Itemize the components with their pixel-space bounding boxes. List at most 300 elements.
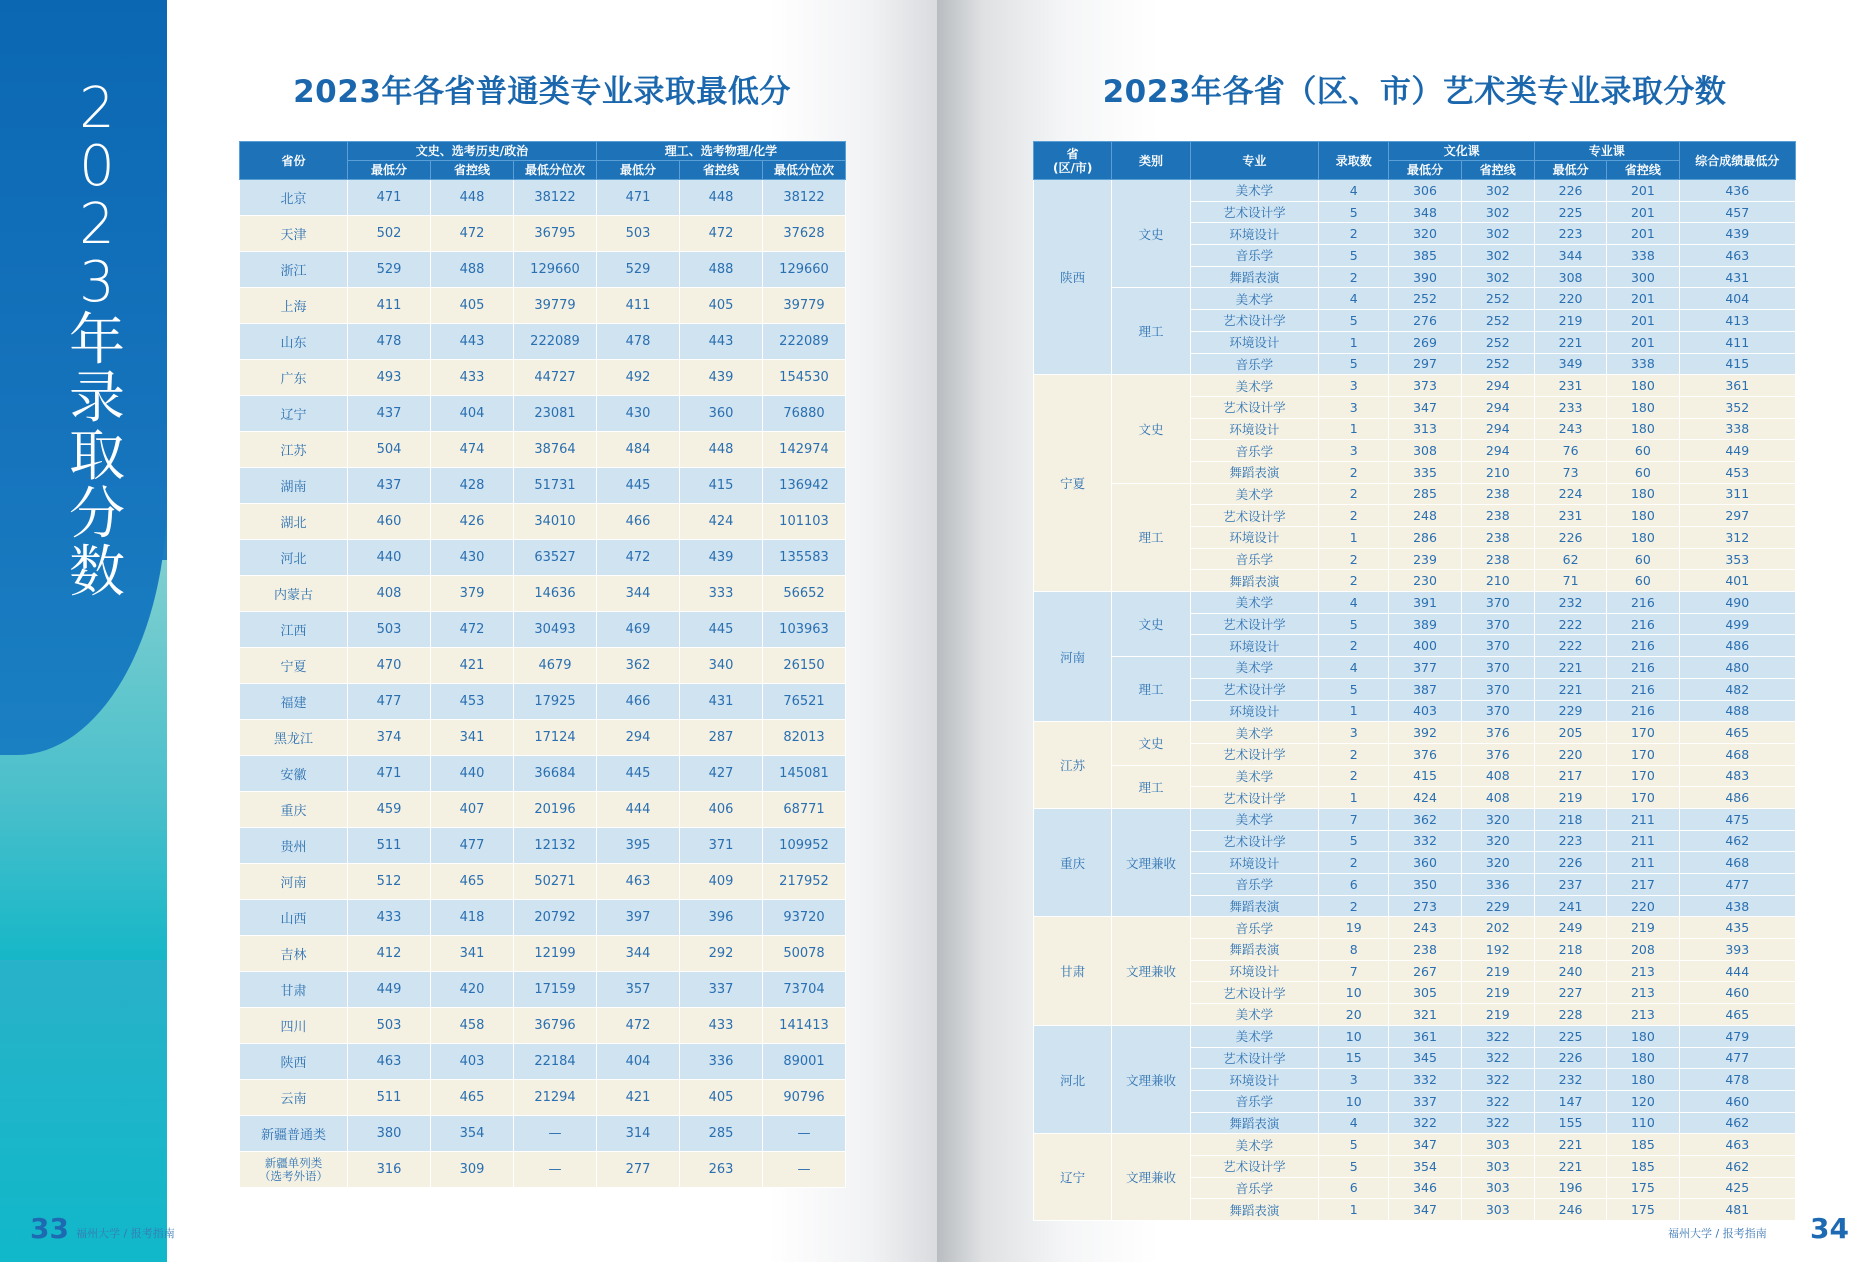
- score-cell: 12132: [514, 828, 597, 864]
- score-cell: 136942: [763, 468, 846, 504]
- composite-score-cell: 479: [1679, 1025, 1795, 1047]
- score-cell: 395: [597, 828, 680, 864]
- score-cell: 321: [1389, 1004, 1461, 1026]
- score-cell: 21294: [514, 1080, 597, 1116]
- province-cell: 山东: [240, 324, 348, 360]
- score-cell: 252: [1461, 353, 1534, 375]
- score-cell: 424: [1389, 787, 1461, 809]
- score-cell: 345: [1389, 1047, 1461, 1069]
- score-cell: 322: [1461, 1025, 1534, 1047]
- table-row: [1034, 180, 1796, 202]
- score-cell: 322: [1461, 1112, 1534, 1134]
- major-cell: 舞蹈表演: [1190, 570, 1319, 592]
- score-cell: 36796: [514, 1008, 597, 1044]
- score-cell: 110: [1607, 1112, 1679, 1134]
- composite-score-cell: 393: [1679, 939, 1795, 961]
- score-cell: 170: [1607, 765, 1679, 787]
- major-cell: 艺术设计学: [1190, 982, 1319, 1004]
- score-cell: 430: [597, 396, 680, 432]
- major-cell: 音乐学: [1190, 245, 1319, 267]
- score-cell: 335: [1389, 461, 1461, 483]
- score-cell: 180: [1607, 1047, 1679, 1069]
- score-cell: 30493: [514, 612, 597, 648]
- score-cell: 269: [1389, 331, 1461, 353]
- score-cell: 430: [431, 540, 514, 576]
- score-cell: 285: [1389, 483, 1461, 505]
- page-number-left: 33: [30, 1212, 69, 1245]
- composite-score-cell: 436: [1679, 180, 1795, 202]
- art-admission-table: [1033, 141, 1796, 1221]
- score-cell: 336: [1461, 874, 1534, 896]
- score-cell: 338: [1607, 245, 1679, 267]
- score-cell: 294: [1461, 396, 1534, 418]
- score-cell: 426: [431, 504, 514, 540]
- score-cell: 297: [1389, 353, 1461, 375]
- score-cell: 216: [1607, 678, 1679, 700]
- score-cell: 428: [431, 468, 514, 504]
- score-cell: 391: [1389, 592, 1461, 614]
- composite-score-cell: 468: [1679, 743, 1795, 765]
- province-cell: 重庆: [240, 792, 348, 828]
- score-cell: 17159: [514, 972, 597, 1008]
- score-cell: 202: [1461, 917, 1534, 939]
- score-cell: 219: [1461, 960, 1534, 982]
- major-cell: 艺术设计学: [1190, 201, 1319, 223]
- score-cell: 226: [1534, 527, 1606, 549]
- score-cell: 73704: [763, 972, 846, 1008]
- score-cell: 287: [680, 720, 763, 756]
- major-cell: 音乐学: [1190, 440, 1319, 462]
- score-cell: 433: [348, 900, 431, 936]
- province-cell: 湖北: [240, 504, 348, 540]
- score-cell: 371: [680, 828, 763, 864]
- table-row: [240, 1044, 846, 1080]
- score-cell: 277: [597, 1152, 680, 1188]
- header-province-line2: (区/市): [1052, 160, 1093, 175]
- score-cell: 210: [1461, 461, 1534, 483]
- table-row: [1034, 657, 1796, 679]
- composite-score-cell: 480: [1679, 657, 1795, 679]
- admitted-count-cell: 2: [1319, 548, 1389, 570]
- score-cell: 406: [680, 792, 763, 828]
- category-cell: 文史: [1112, 722, 1190, 765]
- score-cell: 37628: [763, 216, 846, 252]
- composite-score-cell: 460: [1679, 1090, 1795, 1112]
- table-row: [240, 648, 846, 684]
- score-cell: 332: [1389, 830, 1461, 852]
- score-cell: 217: [1534, 765, 1606, 787]
- score-cell: 51731: [514, 468, 597, 504]
- score-cell: 38122: [763, 180, 846, 216]
- score-cell: 220: [1534, 288, 1606, 310]
- score-cell: 39779: [514, 288, 597, 324]
- composite-score-cell: 425: [1679, 1177, 1795, 1199]
- province-cell: 福建: [240, 684, 348, 720]
- score-cell: 20196: [514, 792, 597, 828]
- major-cell: 美术学: [1190, 180, 1319, 202]
- score-cell: 60: [1607, 461, 1679, 483]
- score-cell: 238: [1461, 505, 1534, 527]
- score-cell: —: [514, 1152, 597, 1188]
- score-cell: 89001: [763, 1044, 846, 1080]
- score-cell: 409: [680, 864, 763, 900]
- score-cell: 221: [1534, 1155, 1606, 1177]
- composite-score-cell: 481: [1679, 1199, 1795, 1221]
- composite-score-cell: 462: [1679, 830, 1795, 852]
- vtitle-char: 分: [69, 482, 125, 547]
- score-cell: 320: [1461, 808, 1534, 830]
- major-cell: 艺术设计学: [1190, 678, 1319, 700]
- table-row: [240, 288, 846, 324]
- score-cell: —: [763, 1152, 846, 1188]
- score-cell: 471: [348, 180, 431, 216]
- major-cell: 美术学: [1190, 657, 1319, 679]
- major-cell: 艺术设计学: [1190, 1047, 1319, 1069]
- score-cell: 226: [1534, 1047, 1606, 1069]
- composite-score-cell: 486: [1679, 787, 1795, 809]
- score-cell: 511: [348, 828, 431, 864]
- score-cell: 392: [1389, 722, 1461, 744]
- major-cell: 音乐学: [1190, 1090, 1319, 1112]
- score-cell: 357: [597, 972, 680, 1008]
- table-row: [240, 180, 846, 216]
- province-cell: 宁夏: [1034, 375, 1112, 592]
- score-cell: 192: [1461, 939, 1534, 961]
- major-cell: 舞蹈表演: [1190, 939, 1319, 961]
- admitted-count-cell: 3: [1319, 1069, 1389, 1091]
- table-row: [240, 720, 846, 756]
- score-cell: 322: [1461, 1069, 1534, 1091]
- score-cell: 376: [1461, 722, 1534, 744]
- score-cell: 229: [1534, 700, 1606, 722]
- composite-score-cell: 411: [1679, 331, 1795, 353]
- score-cell: 443: [431, 324, 514, 360]
- score-cell: 316: [348, 1152, 431, 1188]
- score-cell: 39779: [763, 288, 846, 324]
- score-cell: 444: [597, 792, 680, 828]
- score-cell: 354: [1389, 1155, 1461, 1177]
- score-cell: 437: [348, 468, 431, 504]
- composite-score-cell: 435: [1679, 917, 1795, 939]
- score-cell: 213: [1607, 1004, 1679, 1026]
- score-cell: 211: [1607, 852, 1679, 874]
- score-cell: 347: [1389, 1134, 1461, 1156]
- score-cell: 529: [597, 252, 680, 288]
- score-cell: 306: [1389, 180, 1461, 202]
- score-cell: 421: [597, 1080, 680, 1116]
- major-cell: 艺术设计学: [1190, 613, 1319, 635]
- score-cell: 243: [1534, 418, 1606, 440]
- score-cell: 415: [1389, 765, 1461, 787]
- major-cell: 环境设计: [1190, 331, 1319, 353]
- footer-text-right: 福州大学 / 报考指南: [1668, 1227, 1767, 1240]
- category-cell: 文史: [1112, 592, 1190, 657]
- score-cell: 267: [1389, 960, 1461, 982]
- header-province: 省份: [240, 142, 348, 180]
- composite-score-cell: 439: [1679, 223, 1795, 245]
- score-cell: 216: [1607, 700, 1679, 722]
- score-cell: 216: [1607, 635, 1679, 657]
- score-cell: 511: [348, 1080, 431, 1116]
- score-cell: 38764: [514, 432, 597, 468]
- admitted-count-cell: 5: [1319, 245, 1389, 267]
- table-row: [240, 900, 846, 936]
- province-cell: 甘肃: [240, 972, 348, 1008]
- score-cell: 201: [1607, 310, 1679, 332]
- province-cell: 江西: [240, 612, 348, 648]
- table-row: [1034, 808, 1796, 830]
- score-cell: 294: [1461, 418, 1534, 440]
- score-cell: 23081: [514, 396, 597, 432]
- score-cell: 407: [431, 792, 514, 828]
- composite-score-cell: 465: [1679, 722, 1795, 744]
- province-cell: 河北: [240, 540, 348, 576]
- score-cell: 90796: [763, 1080, 846, 1116]
- category-cell: 理工: [1112, 483, 1190, 591]
- score-cell: 347: [1389, 396, 1461, 418]
- composite-score-cell: 486: [1679, 635, 1795, 657]
- score-cell: 400: [1389, 635, 1461, 657]
- score-cell: 466: [597, 684, 680, 720]
- score-cell: 448: [431, 180, 514, 216]
- score-cell: 222: [1534, 613, 1606, 635]
- score-cell: 252: [1389, 288, 1461, 310]
- score-cell: 302: [1461, 201, 1534, 223]
- table-row: [240, 1116, 846, 1152]
- composite-score-cell: 457: [1679, 201, 1795, 223]
- score-cell: 232: [1534, 1069, 1606, 1091]
- score-cell: 208: [1607, 939, 1679, 961]
- score-cell: 504: [348, 432, 431, 468]
- score-cell: 142974: [763, 432, 846, 468]
- score-cell: 320: [1389, 223, 1461, 245]
- composite-score-cell: 444: [1679, 960, 1795, 982]
- score-cell: 529: [348, 252, 431, 288]
- score-cell: 219: [1607, 917, 1679, 939]
- score-cell: 427: [680, 756, 763, 792]
- score-cell: 465: [431, 1080, 514, 1116]
- score-cell: 349: [1534, 353, 1606, 375]
- score-cell: 63527: [514, 540, 597, 576]
- header-control-line: 省控线: [680, 161, 763, 180]
- score-cell: 405: [680, 288, 763, 324]
- score-cell: 4679: [514, 648, 597, 684]
- category-cell: 理工: [1112, 765, 1190, 808]
- table-row: [1034, 483, 1796, 505]
- score-cell: 201: [1607, 201, 1679, 223]
- score-cell: 471: [597, 180, 680, 216]
- province-cell: 云南: [240, 1080, 348, 1116]
- score-cell: 38122: [514, 180, 597, 216]
- admitted-count-cell: 19: [1319, 917, 1389, 939]
- score-cell: 249: [1534, 917, 1606, 939]
- score-cell: 12199: [514, 936, 597, 972]
- score-cell: 503: [348, 1008, 431, 1044]
- score-cell: 180: [1607, 527, 1679, 549]
- score-cell: 477: [431, 828, 514, 864]
- score-cell: 294: [1461, 440, 1534, 462]
- table-row: [240, 792, 846, 828]
- admitted-count-cell: 6: [1319, 874, 1389, 896]
- province-line1: 新疆单列类: [264, 1155, 323, 1170]
- vtitle-char: 0: [79, 134, 115, 199]
- score-cell: 453: [431, 684, 514, 720]
- score-cell: 246: [1534, 1199, 1606, 1221]
- score-cell: 210: [1461, 570, 1534, 592]
- score-cell: 216: [1607, 592, 1679, 614]
- score-cell: 322: [1389, 1112, 1461, 1134]
- score-cell: 17124: [514, 720, 597, 756]
- score-cell: 56652: [763, 576, 846, 612]
- score-cell: 396: [680, 900, 763, 936]
- score-cell: 300: [1607, 266, 1679, 288]
- score-cell: 302: [1461, 245, 1534, 267]
- vtitle-char: 录: [69, 366, 125, 431]
- score-cell: 238: [1461, 548, 1534, 570]
- score-cell: 222: [1534, 635, 1606, 657]
- score-cell: 233: [1534, 396, 1606, 418]
- right-page-title: 2023年各省（区、市）艺术类专业录取分数: [1102, 74, 1727, 110]
- header-min-rank: 最低分位次: [514, 161, 597, 180]
- category-cell: 文史: [1112, 375, 1190, 483]
- score-cell: 433: [680, 1008, 763, 1044]
- score-cell: 211: [1607, 808, 1679, 830]
- score-cell: 237: [1534, 874, 1606, 896]
- table-row: [240, 1152, 846, 1188]
- score-cell: 341: [431, 936, 514, 972]
- score-cell: 379: [431, 576, 514, 612]
- composite-score-cell: 462: [1679, 1155, 1795, 1177]
- score-cell: 503: [348, 612, 431, 648]
- score-cell: 221: [1534, 678, 1606, 700]
- score-cell: 466: [597, 504, 680, 540]
- composite-score-cell: 449: [1679, 440, 1795, 462]
- vtitle-char: 年: [69, 308, 125, 373]
- score-cell: 14636: [514, 576, 597, 612]
- score-cell: 488: [680, 252, 763, 288]
- major-cell: 美术学: [1190, 375, 1319, 397]
- admitted-count-cell: 3: [1319, 396, 1389, 418]
- score-cell: 387: [1389, 678, 1461, 700]
- header-min-score: 最低分: [597, 161, 680, 180]
- vtitle-char: 2: [79, 192, 115, 257]
- score-cell: 449: [348, 972, 431, 1008]
- score-cell: 129660: [763, 252, 846, 288]
- province-cell: 陕西: [240, 1044, 348, 1080]
- score-cell: 219: [1534, 310, 1606, 332]
- admitted-count-cell: 1: [1319, 700, 1389, 722]
- major-cell: 舞蹈表演: [1190, 1112, 1319, 1134]
- category-cell: 理工: [1112, 657, 1190, 722]
- score-cell: —: [763, 1116, 846, 1152]
- score-cell: 308: [1534, 266, 1606, 288]
- composite-score-cell: 453: [1679, 461, 1795, 483]
- score-cell: 252: [1461, 310, 1534, 332]
- score-cell: 405: [431, 288, 514, 324]
- score-cell: 502: [348, 216, 431, 252]
- province-cell: 湖南: [240, 468, 348, 504]
- score-cell: 302: [1461, 223, 1534, 245]
- province-cell: 北京: [240, 180, 348, 216]
- score-cell: 240: [1534, 960, 1606, 982]
- header-control-line: 省控线: [431, 161, 514, 180]
- major-cell: 美术学: [1190, 765, 1319, 787]
- score-cell: 478: [597, 324, 680, 360]
- composite-score-cell: 478: [1679, 1069, 1795, 1091]
- composite-score-cell: 482: [1679, 678, 1795, 700]
- score-cell: 175: [1607, 1177, 1679, 1199]
- header-group-wenshi: 文史、选考历史/政治: [348, 142, 597, 161]
- score-cell: 404: [597, 1044, 680, 1080]
- score-cell: 180: [1607, 483, 1679, 505]
- score-cell: 303: [1461, 1199, 1534, 1221]
- score-cell: 344: [597, 576, 680, 612]
- composite-score-cell: 401: [1679, 570, 1795, 592]
- score-cell: 338: [1607, 353, 1679, 375]
- table-row: [240, 828, 846, 864]
- province-cell: 天津: [240, 216, 348, 252]
- table-row: [240, 684, 846, 720]
- major-cell: 美术学: [1190, 483, 1319, 505]
- score-cell: 294: [1461, 375, 1534, 397]
- composite-score-cell: 311: [1679, 483, 1795, 505]
- vtitle-char: 取: [69, 424, 125, 489]
- score-cell: 213: [1607, 960, 1679, 982]
- score-cell: 408: [348, 576, 431, 612]
- major-cell: 艺术设计学: [1190, 787, 1319, 809]
- admitted-count-cell: 4: [1319, 180, 1389, 202]
- score-cell: 340: [680, 648, 763, 684]
- score-cell: 322: [1461, 1090, 1534, 1112]
- score-cell: 103963: [763, 612, 846, 648]
- admitted-count-cell: 2: [1319, 570, 1389, 592]
- score-cell: 62: [1534, 548, 1606, 570]
- admitted-count-cell: 5: [1319, 830, 1389, 852]
- header-culture-control: 省控线: [1461, 161, 1534, 180]
- major-cell: 舞蹈表演: [1190, 895, 1319, 917]
- header-culture-min: 最低分: [1389, 161, 1461, 180]
- major-cell: 舞蹈表演: [1190, 1199, 1319, 1221]
- major-cell: 艺术设计学: [1190, 396, 1319, 418]
- admitted-count-cell: 4: [1319, 592, 1389, 614]
- table-row: [240, 576, 846, 612]
- score-cell: 93720: [763, 900, 846, 936]
- score-cell: 314: [597, 1116, 680, 1152]
- composite-score-cell: 413: [1679, 310, 1795, 332]
- score-cell: 474: [431, 432, 514, 468]
- score-cell: 216: [1607, 657, 1679, 679]
- footer-text-left: 福州大学 / 报考指南: [76, 1227, 175, 1240]
- major-cell: 艺术设计学: [1190, 830, 1319, 852]
- admitted-count-cell: 2: [1319, 635, 1389, 657]
- major-cell: 环境设计: [1190, 1069, 1319, 1091]
- category-cell: 文史: [1112, 180, 1190, 288]
- admitted-count-cell: 10: [1319, 1025, 1389, 1047]
- score-cell: 440: [348, 540, 431, 576]
- major-cell: 美术学: [1190, 592, 1319, 614]
- score-cell: 463: [597, 864, 680, 900]
- province-cell: 河北: [1034, 1025, 1112, 1133]
- table-row: [240, 756, 846, 792]
- score-cell: 302: [1461, 180, 1534, 202]
- score-cell: 377: [1389, 657, 1461, 679]
- score-cell: 180: [1607, 396, 1679, 418]
- score-cell: 344: [597, 936, 680, 972]
- table-row: [1034, 1025, 1796, 1047]
- score-cell: 252: [1461, 288, 1534, 310]
- score-cell: 218: [1534, 808, 1606, 830]
- admitted-count-cell: 2: [1319, 461, 1389, 483]
